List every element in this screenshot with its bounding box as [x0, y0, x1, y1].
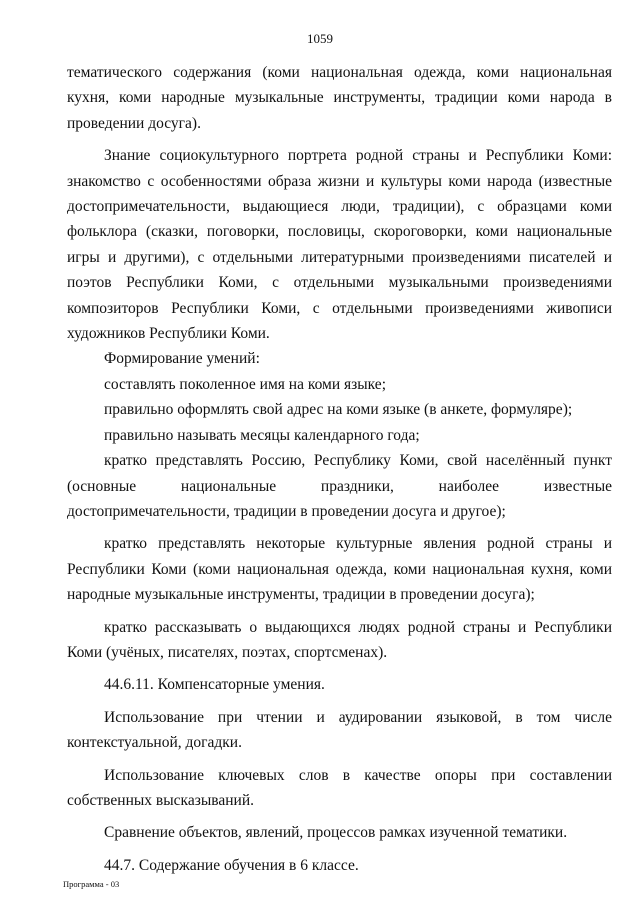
paragraph-skill-present-country: кратко представлять Россию, Республику Коми, свой населённый пункт (основные национальные праздники, наиболее известные достопримечательности, традиции в проведении досуга и другое);: [67, 452, 612, 520]
section-heading-compensatory-skills: 44.6.11. Компенсаторные умения.: [104, 676, 325, 694]
paragraph-sociocultural-knowledge: Знание социокультурного портрета родной страны и Республики Коми: знакомство с особенностями образа жизни и культуры коми народа (известные достопримечательности, выдающиеся люди, традиции), с образцами коми фольклора (сказки, поговорки, пословицы, скороговорки, коми национальные игры и другими), с отдельными литературными произведениями писателей и поэтов Республики Коми, с отдельными музыкальными произведениями композиторов Республики Коми, с отдельными произведениями живописи художников Республики Коми.: [67, 147, 612, 343]
paragraph-skill-famous-people: кратко рассказывать о выдающихся людях родной страны и Республики Коми (учёных, писателях, поэтах, спортсменах).: [67, 618, 612, 661]
paragraph-guessing: Использование при чтении и аудировании языковой, в том числе контекстуальной, догадки.: [67, 708, 612, 752]
paragraph-topic-continuation: тематического содержания (коми национальная одежда, коми национальная кухня, коми народные музыкальные инструменты, традиции коми народа в проведении досуга).: [67, 64, 612, 132]
page-number: 1059: [307, 31, 333, 46]
paragraph-skill-address: правильно оформлять свой адрес на коми языке (в анкете, формуляре);: [104, 401, 573, 419]
paragraph-keywords: Использование ключевых слов в качестве опоры при составлении собственных высказываний.: [67, 766, 612, 809]
document-body: [67, 60, 612, 878]
paragraph-skill-months: правильно называть месяцы календарного года;: [104, 426, 420, 444]
section-heading-grade-6: 44.7. Содержание обучения в 6 классе.: [104, 856, 359, 874]
paragraph-skills-heading: Формирование умений:: [104, 350, 260, 368]
paragraph-skill-name: составлять поколенное имя на коми языке;: [104, 375, 386, 393]
paragraph-skill-cultural-phenomena: кратко представлять некоторые культурные явления родной страны и Республики Коми (коми национальная одежда, коми национальная кухня, коми народные музыкальные инструменты, традиции в проведении досуга);: [67, 535, 612, 604]
footer-label: Программа - 03: [63, 879, 120, 889]
paragraph-comparison: Сравнение объектов, явлений, процессов рамках изученной тематики.: [104, 824, 568, 842]
